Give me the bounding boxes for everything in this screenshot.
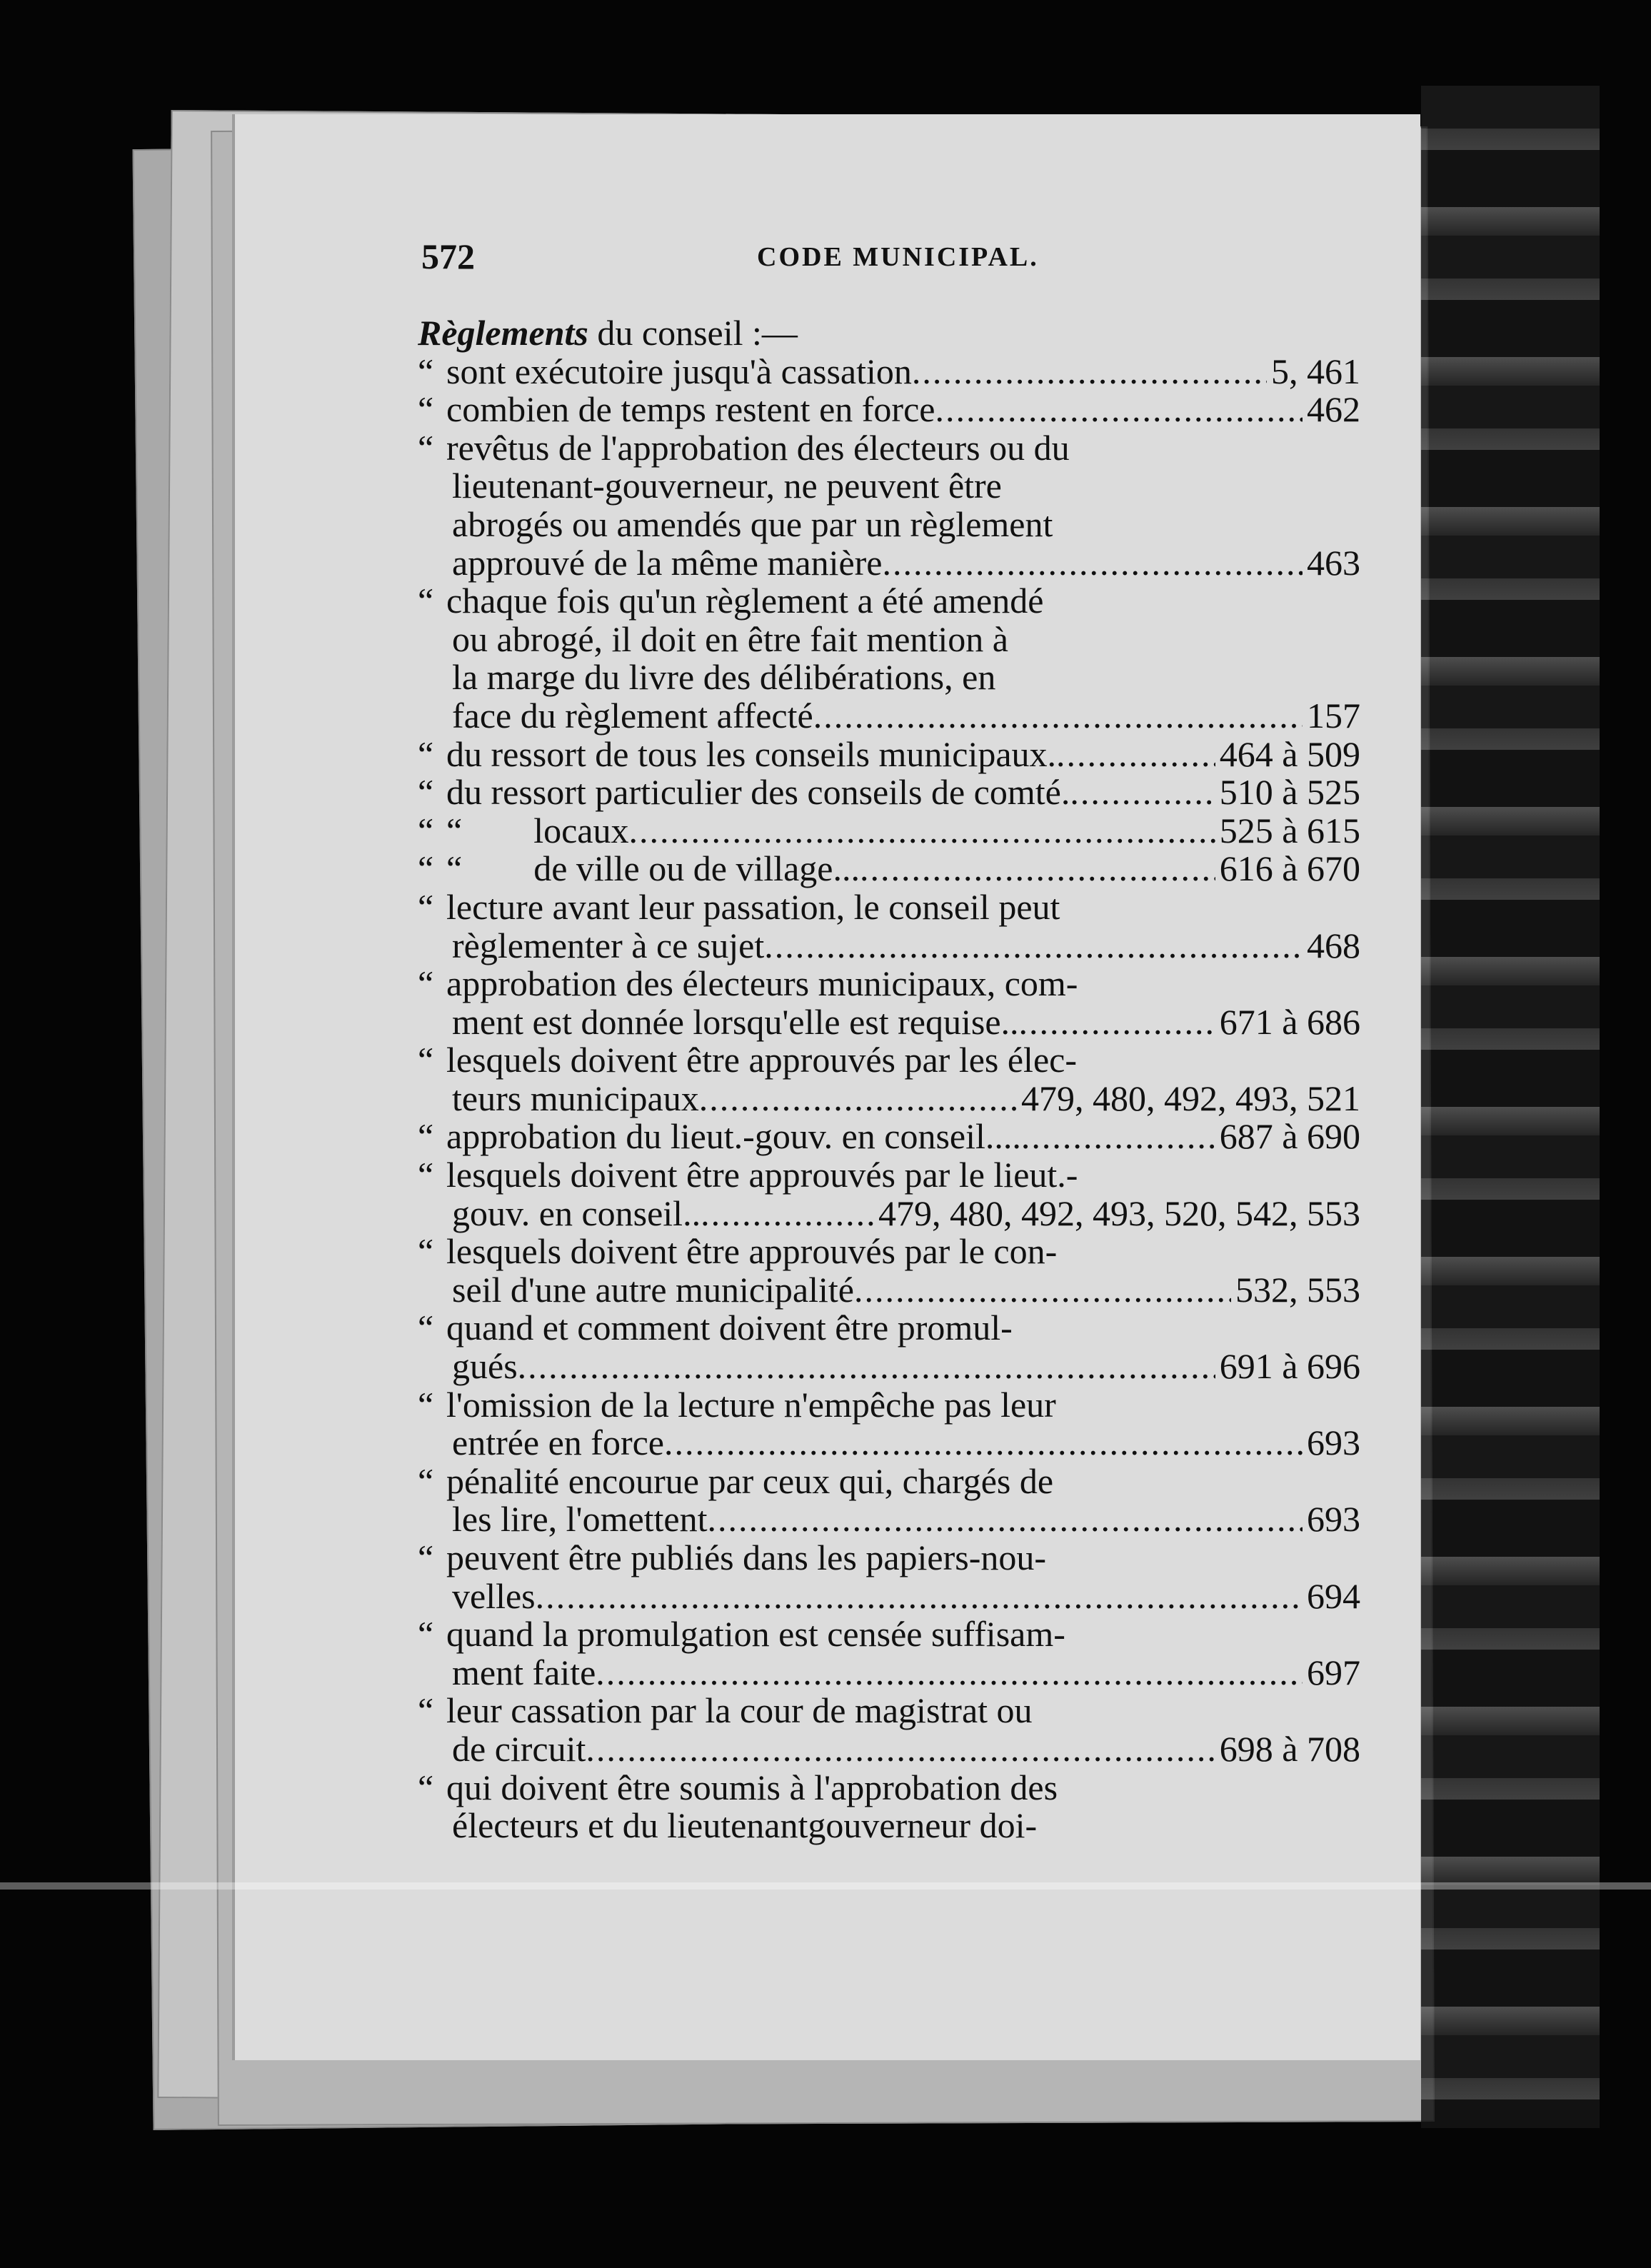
dot-leader bbox=[912, 353, 1267, 391]
dot-leader bbox=[664, 1424, 1303, 1462]
entry-line bbox=[418, 503, 1360, 544]
entry-text: lesquels doivent être approuvés par le con- bbox=[446, 1231, 1058, 1272]
entry-line bbox=[418, 697, 1360, 736]
index-heading bbox=[418, 314, 1360, 353]
ditto-mark: “ bbox=[418, 1231, 434, 1272]
entry-text: combien de temps restent en force bbox=[446, 389, 935, 430]
entry-line bbox=[418, 812, 1360, 850]
entry-text: électeurs et du lieutenantgouverneur doi- bbox=[452, 1805, 1038, 1846]
entry-line bbox=[418, 1615, 1360, 1654]
dot-leader bbox=[596, 1654, 1303, 1692]
index-entry bbox=[418, 850, 1360, 888]
entry-text: leur cassation par la cour de magistrat ou bbox=[446, 1690, 1033, 1731]
dot-leader bbox=[708, 1500, 1303, 1539]
entry-text: la marge du livre des délibérations, en bbox=[452, 657, 996, 698]
entry-text: lesquels doivent être approuvés par le lieut.- bbox=[446, 1155, 1078, 1195]
ditto-mark: “ bbox=[418, 733, 434, 774]
entry-line bbox=[418, 467, 1360, 506]
index-entry bbox=[418, 1156, 1360, 1233]
ditto-mark: “ bbox=[418, 427, 434, 468]
entry-text: approbation des électeurs municipaux, com- bbox=[446, 963, 1078, 1004]
entry-text: les lire, l'omettent bbox=[452, 1499, 708, 1540]
dot-leader bbox=[935, 391, 1303, 429]
entry-line bbox=[418, 1424, 1360, 1462]
ditto-mark: “ bbox=[418, 581, 434, 621]
index-entry bbox=[418, 888, 1360, 965]
entry-text: pénalité encourue par ceux qui, chargés de bbox=[446, 1460, 1054, 1501]
index-entry bbox=[418, 812, 1360, 850]
entry-line bbox=[418, 429, 1360, 468]
ditto-mark: “ bbox=[418, 963, 434, 1004]
index-entry bbox=[418, 429, 1360, 582]
entry-text: de circuit bbox=[452, 1728, 586, 1769]
dot-leader bbox=[1056, 736, 1215, 774]
running-title: CODE MUNICIPAL. bbox=[757, 242, 1039, 272]
index-entry bbox=[418, 1769, 1360, 1845]
entry-line bbox=[418, 1807, 1360, 1845]
article-reference: 694 bbox=[1307, 1575, 1360, 1616]
entry-line bbox=[418, 1539, 1360, 1577]
index-entry bbox=[418, 1233, 1360, 1309]
dot-leader bbox=[586, 1730, 1215, 1769]
entry-line bbox=[418, 1003, 1360, 1042]
entry-text: entrée en force bbox=[452, 1422, 664, 1463]
entry-line bbox=[418, 1195, 1360, 1233]
entry-line bbox=[418, 773, 1360, 812]
article-reference: 671 à 686 bbox=[1219, 1001, 1360, 1042]
article-reference: 463 bbox=[1307, 542, 1360, 583]
entry-text: revêtus de l'approbation des électeurs ou du bbox=[446, 427, 1070, 468]
entry-text: quand la promulgation est censée suffisam- bbox=[446, 1614, 1065, 1655]
entry-text: “ de ville ou de village... bbox=[446, 848, 860, 889]
dot-leader bbox=[883, 544, 1303, 583]
index-entry bbox=[418, 1386, 1360, 1462]
article-reference: 525 à 615 bbox=[1219, 810, 1360, 850]
article-reference: 5, 461 bbox=[1271, 351, 1360, 391]
entry-text: l'omission de la lecture n'empêche pas leur bbox=[446, 1384, 1056, 1425]
entry-line bbox=[418, 582, 1360, 621]
page-header bbox=[421, 236, 1350, 286]
entry-line bbox=[418, 965, 1360, 1003]
article-reference: 462 bbox=[1307, 389, 1360, 430]
article-reference: 698 à 708 bbox=[1219, 1728, 1360, 1769]
entry-text: règlementer à ce sujet bbox=[452, 925, 765, 965]
ditto-mark: “ bbox=[418, 886, 434, 927]
entry-line bbox=[418, 1692, 1360, 1730]
article-reference: 464 à 509 bbox=[1219, 733, 1360, 774]
entry-line bbox=[418, 1577, 1360, 1616]
ditto-mark: “ bbox=[418, 1308, 434, 1348]
dot-leader bbox=[764, 927, 1303, 965]
entry-text: du ressort particulier des conseils de comté. bbox=[446, 772, 1070, 813]
ditto-mark: “ bbox=[418, 1116, 434, 1157]
entry-text: abrogés ou amendés que par un règlement bbox=[452, 503, 1053, 544]
scan-artifact-line bbox=[0, 1882, 1651, 1890]
index-entries bbox=[418, 314, 1360, 1845]
entry-text: lieutenant-gouverneur, ne peuvent être bbox=[452, 466, 1002, 506]
dot-leader bbox=[813, 697, 1303, 736]
ditto-mark: “ bbox=[418, 810, 434, 850]
entry-text: approuvé de la même manière bbox=[452, 542, 883, 583]
article-reference: 616 à 670 bbox=[1219, 848, 1360, 889]
dot-leader bbox=[1019, 1003, 1215, 1042]
entry-line bbox=[418, 1462, 1360, 1501]
entry-line bbox=[418, 1080, 1360, 1118]
dot-leader bbox=[628, 812, 1215, 850]
ditto-mark: “ bbox=[418, 1767, 434, 1807]
index-entry bbox=[418, 1118, 1360, 1156]
entry-line bbox=[418, 658, 1360, 697]
dot-leader bbox=[536, 1577, 1303, 1616]
entry-text: qui doivent être soumis à l'approbation des bbox=[446, 1767, 1058, 1807]
entry-line bbox=[418, 850, 1360, 888]
entry-text: face du règlement affecté bbox=[452, 695, 813, 736]
entry-text: ment est donnée lorsqu'elle est requise.. bbox=[452, 1001, 1019, 1042]
index-entry bbox=[418, 733, 1360, 774]
ditto-mark: “ bbox=[418, 1384, 434, 1425]
index-entry bbox=[418, 1462, 1360, 1539]
index-entry bbox=[418, 1615, 1360, 1692]
dot-leader bbox=[854, 1271, 1231, 1310]
index-entry bbox=[418, 1041, 1360, 1118]
entry-text: ou abrogé, il doit en être fait mention à bbox=[452, 618, 1008, 659]
entry-text: peuvent être publiés dans les papiers-nou- bbox=[446, 1537, 1047, 1577]
index-entry bbox=[418, 1539, 1360, 1615]
article-reference: 693 bbox=[1307, 1422, 1360, 1463]
ditto-mark: “ bbox=[418, 351, 434, 391]
entry-text: sont exécutoire jusqu'à cassation bbox=[446, 351, 912, 391]
article-reference: 697 bbox=[1307, 1652, 1360, 1692]
entry-line bbox=[418, 353, 1360, 391]
entry-line bbox=[418, 1041, 1360, 1080]
entry-text: seil d'une autre municipalité bbox=[452, 1269, 854, 1310]
entry-text: gués bbox=[452, 1346, 518, 1387]
dot-leader bbox=[518, 1348, 1215, 1386]
entry-text: ment faite bbox=[452, 1652, 596, 1692]
ditto-mark: “ bbox=[418, 389, 434, 430]
article-reference: 532, 553 bbox=[1235, 1269, 1360, 1310]
dot-leader bbox=[860, 850, 1215, 888]
index-entry bbox=[418, 1309, 1360, 1385]
index-entry bbox=[418, 1692, 1360, 1768]
entry-text: lesquels doivent être approuvés par les élec- bbox=[446, 1040, 1077, 1080]
ditto-mark: “ bbox=[418, 1460, 434, 1501]
entry-line bbox=[418, 1730, 1360, 1769]
entry-line bbox=[418, 927, 1360, 965]
ditto-mark: “ bbox=[418, 1614, 434, 1655]
entry-line bbox=[418, 1233, 1360, 1271]
entry-text: teurs municipaux bbox=[452, 1078, 699, 1118]
entry-text: du ressort de tous les conseils municipaux. bbox=[446, 733, 1057, 774]
entry-line bbox=[418, 544, 1360, 583]
ditto-mark: “ bbox=[418, 1690, 434, 1731]
entry-line bbox=[418, 1386, 1360, 1425]
entry-line bbox=[418, 733, 1360, 774]
index-entry bbox=[418, 582, 1360, 735]
article-reference: 479, 480, 492, 493, 520, 542, 553 bbox=[878, 1193, 1360, 1233]
entry-line bbox=[418, 1769, 1360, 1807]
article-reference: 468 bbox=[1307, 925, 1360, 965]
dot-leader bbox=[701, 1195, 874, 1233]
index-entry bbox=[418, 965, 1360, 1041]
article-reference: 510 à 525 bbox=[1219, 772, 1360, 813]
heading-rest: du conseil :— bbox=[588, 313, 798, 353]
entry-line bbox=[418, 1271, 1360, 1310]
entry-text: velles bbox=[452, 1575, 536, 1616]
entry-line bbox=[418, 1118, 1360, 1156]
index-entry bbox=[418, 773, 1360, 812]
entry-text: chaque fois qu'un règlement a été amendé bbox=[446, 581, 1044, 621]
ditto-mark: “ bbox=[418, 1155, 434, 1195]
entry-line bbox=[418, 1500, 1360, 1539]
heading-keyword: Règlements bbox=[418, 313, 588, 353]
entry-line bbox=[418, 1309, 1360, 1348]
ditto-mark: “ bbox=[418, 1537, 434, 1577]
entry-text: lecture avant leur passation, le conseil peut bbox=[446, 886, 1060, 927]
entry-line bbox=[418, 1156, 1360, 1195]
torn-page-edges bbox=[1421, 86, 1600, 2128]
article-reference: 693 bbox=[1307, 1499, 1360, 1540]
entry-line bbox=[418, 1348, 1360, 1386]
page-number: 572 bbox=[421, 236, 475, 276]
entry-text: “ locaux bbox=[446, 810, 629, 850]
article-reference: 691 à 696 bbox=[1219, 1346, 1360, 1387]
entry-line bbox=[418, 888, 1360, 927]
entry-line bbox=[418, 1654, 1360, 1692]
entry-text: quand et comment doivent être promul- bbox=[446, 1308, 1013, 1348]
article-reference: 479, 480, 492, 493, 521 bbox=[1021, 1078, 1360, 1118]
article-reference: 157 bbox=[1307, 695, 1360, 736]
index-entry bbox=[418, 391, 1360, 429]
entry-text: approbation du lieut.-gouv. en conseil.... bbox=[446, 1116, 1021, 1157]
dot-leader bbox=[699, 1080, 1017, 1118]
article-reference: 687 à 690 bbox=[1219, 1116, 1360, 1157]
ditto-mark: “ bbox=[418, 772, 434, 813]
ditto-mark: “ bbox=[418, 848, 434, 889]
dot-leader bbox=[1070, 773, 1215, 812]
dot-leader bbox=[1021, 1118, 1215, 1156]
entry-text: gouv. en conseil.. bbox=[452, 1193, 701, 1233]
entry-line bbox=[418, 618, 1360, 659]
index-entry bbox=[418, 353, 1360, 391]
entry-line bbox=[418, 391, 1360, 429]
ditto-mark: “ bbox=[418, 1040, 434, 1080]
